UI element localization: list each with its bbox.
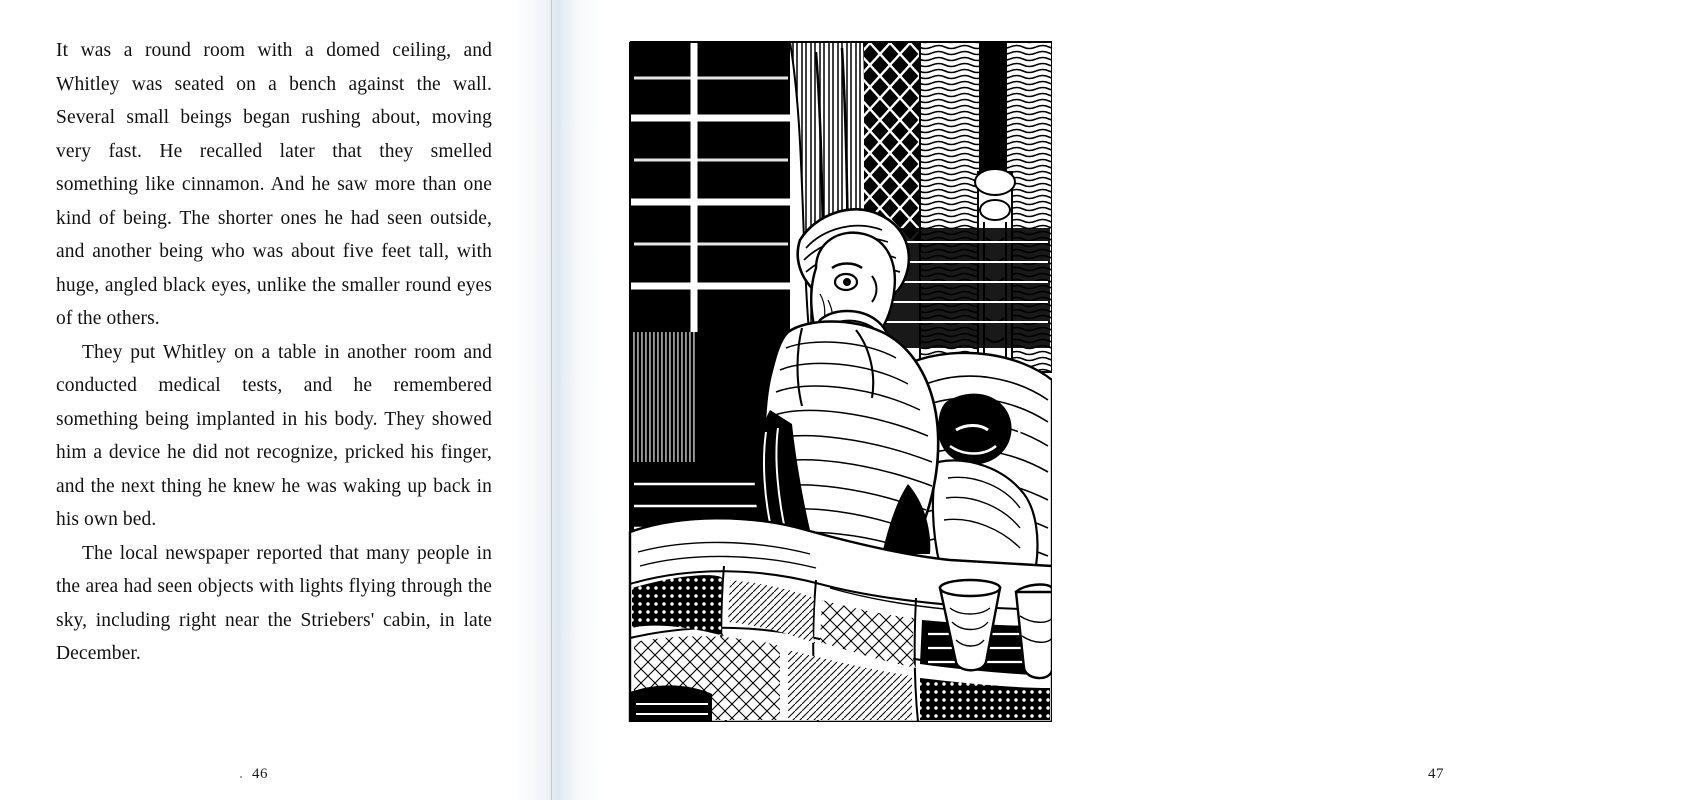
paragraph: The local newspaper reported that many people in the area had seen objects with lights flying through the sky, including right near the Striebers' cabin, in late December.: [56, 542, 492, 664]
paragraph: It was a round room with a domed ceiling, and Whitley was seated on a bench against the wall. Several small beings began rushing about, moving very fast. He recalled later that they smelled something like cinnamon. And he saw more than one kind of being. The shorter ones he had seen outside, and another being who was about five feet tall, with huge, angled black eyes, unlike the smaller round eyes of the others.: [56, 40, 492, 329]
body-text-column: [56, 34, 492, 671]
page-number-right: 47: [1428, 766, 1444, 782]
left-page: [0, 0, 520, 800]
right-page: [588, 0, 1444, 800]
paragraph: They put Whitley on a table in another room and conducted medical tests, and he remembered something being implanted in his body. They showed him a device he did not recognize, pricked his finger, and the next thing he knew he was waking up back in his own bed.: [56, 341, 492, 530]
page-number-left: 46: [252, 766, 268, 782]
book-spine-line: [551, 0, 552, 800]
pen-and-ink-illustration: [620, 32, 1052, 722]
